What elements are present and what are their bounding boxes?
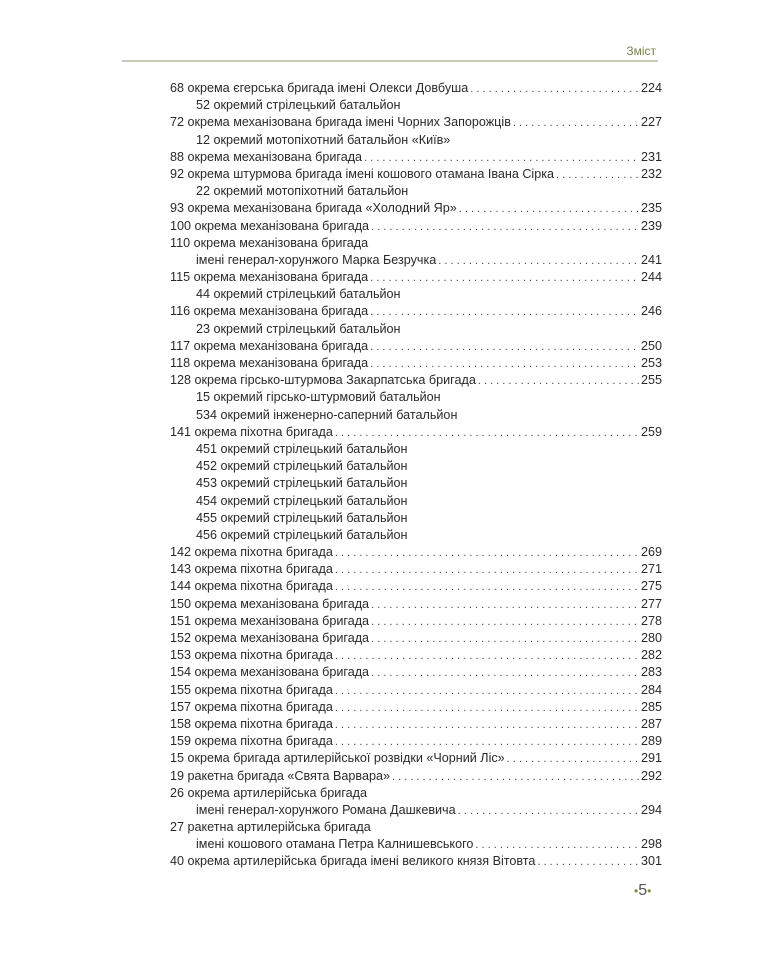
toc-entry-label: 452 окремий стрілецький батальйон xyxy=(196,459,408,474)
dot-leader xyxy=(475,837,639,854)
toc-entry[interactable] xyxy=(170,269,662,286)
toc-entry[interactable] xyxy=(170,544,662,561)
dot-leader xyxy=(335,700,639,717)
toc-entry-page: 287 xyxy=(640,716,662,731)
dot-leader xyxy=(335,579,639,596)
toc-entry-label: 151 окрема механізована бригада xyxy=(170,613,370,628)
dot-leader xyxy=(371,597,639,614)
dot-leader xyxy=(507,751,639,768)
toc-entry-label: 118 окрема механізована бригада xyxy=(170,356,369,370)
toc-entry-page: 284 xyxy=(640,682,662,697)
dot-leader xyxy=(364,150,639,167)
toc-entry-page: 283 xyxy=(640,665,662,680)
dot-leader xyxy=(371,665,639,682)
toc-entry[interactable] xyxy=(170,493,662,510)
toc-entry-page: 294 xyxy=(640,802,662,817)
toc-entry-label: 154 окрема механізована бригада xyxy=(170,665,370,680)
toc-entry[interactable] xyxy=(170,97,662,114)
dot-leader xyxy=(335,648,639,665)
toc-entry-page: 280 xyxy=(640,631,662,645)
toc-entry[interactable] xyxy=(170,578,662,595)
toc-entry[interactable] xyxy=(170,252,662,269)
toc-entry[interactable] xyxy=(170,183,662,200)
toc-entry-label: 455 окремий стрілецький батальйон xyxy=(196,510,408,525)
toc-entry-label: 92 окрема штурмова бригада імені кошового отамана Івана Сірка xyxy=(170,166,555,181)
toc-entry-label: 141 окрема піхотна бригада xyxy=(170,424,333,439)
toc-entry-label: імені генерал-хорунжого Марка Безручка xyxy=(196,252,437,267)
toc-entry-label: 159 окрема піхотна бригада xyxy=(170,734,333,749)
toc-entry-page: 253 xyxy=(640,356,662,370)
toc-entry-label: 26 окрема артилерійська бригада xyxy=(170,785,367,800)
toc-entry-label: 52 окремий стрілецький батальйон xyxy=(196,98,401,113)
dot-leader xyxy=(370,304,639,321)
toc-entry[interactable] xyxy=(170,716,662,733)
toc-entry[interactable] xyxy=(170,286,662,303)
toc-entry-label: 142 окрема піхотна бригада xyxy=(170,545,333,560)
dot-leader xyxy=(335,683,639,700)
toc-entry-label: 72 окрема механізована бригада імені Чорних Запорожців xyxy=(170,115,511,130)
toc-entry[interactable] xyxy=(170,699,662,716)
toc-entry-page: 244 xyxy=(640,270,662,285)
toc-entry-label: імені кошового отамана Петра Калнишевського xyxy=(196,837,474,852)
dot-leader xyxy=(513,115,639,132)
toc-entry[interactable] xyxy=(170,785,662,802)
toc-entry[interactable] xyxy=(170,200,662,217)
toc-entry[interactable] xyxy=(170,166,662,183)
toc-entry-label: 453 окремий стрілецький батальйон xyxy=(196,476,408,491)
toc-entry-label: 44 окремий стрілецький батальйон xyxy=(196,287,401,302)
toc-entry[interactable] xyxy=(170,407,662,424)
dot-leader xyxy=(371,219,639,236)
toc-entry-label: 117 окрема механізована бригада xyxy=(170,338,369,353)
toc-entry-label: 110 окрема механізована бригада xyxy=(170,235,369,250)
toc-entry[interactable] xyxy=(170,114,662,131)
toc-entry-page: 239 xyxy=(640,218,662,233)
dot-leader xyxy=(537,854,639,871)
toc-entry-page: 235 xyxy=(640,201,662,216)
toc-entry[interactable] xyxy=(170,338,662,355)
dot-leader xyxy=(370,339,639,356)
toc-entry[interactable] xyxy=(170,836,662,853)
toc-entry[interactable] xyxy=(170,235,662,252)
dot-leader xyxy=(335,425,639,442)
toc-entry-page: 227 xyxy=(640,115,662,130)
toc-entry[interactable] xyxy=(170,321,662,338)
toc-entry-page: 289 xyxy=(640,734,662,749)
toc-entry-page: 301 xyxy=(640,854,662,869)
toc-entry-label: 153 окрема піхотна бригада xyxy=(170,648,333,663)
toc-entry[interactable] xyxy=(170,853,662,870)
toc-entry[interactable] xyxy=(170,596,662,613)
toc-entry-page: 278 xyxy=(640,613,662,628)
dot-leader xyxy=(478,373,639,390)
toc-entry-page: 298 xyxy=(640,837,662,852)
dot-leader xyxy=(335,717,639,734)
toc-entry-label: 150 окрема механізована бригада xyxy=(170,596,370,611)
toc-entry-label: імені генерал-хорунжого Романа Дашкевича xyxy=(196,802,456,817)
dot-leader xyxy=(370,270,639,287)
toc-entry-label: 152 окрема механізована бригада xyxy=(170,631,370,645)
toc-entry-page: 275 xyxy=(640,579,662,594)
toc-entry[interactable] xyxy=(170,355,662,372)
toc-entry[interactable] xyxy=(170,303,662,320)
dot-leader xyxy=(371,631,639,648)
toc-entry-page: 271 xyxy=(640,562,662,577)
table-of-contents xyxy=(170,80,662,871)
toc-entry-label: 143 окрема піхотна бригада xyxy=(170,562,333,577)
toc-entry-label: 158 окрема піхотна бригада xyxy=(170,716,333,731)
toc-entry[interactable] xyxy=(170,475,662,492)
toc-entry-label: 68 окрема єгерська бригада імені Олекси Довбуша xyxy=(170,81,469,95)
dot-leader xyxy=(335,545,639,562)
toc-entry-page: 250 xyxy=(640,338,662,353)
running-header-title: Зміст xyxy=(626,44,656,58)
toc-entry-label: 100 окрема механізована бригада xyxy=(170,218,370,233)
toc-entry[interactable] xyxy=(170,458,662,475)
toc-entry[interactable] xyxy=(170,819,662,836)
dot-leader xyxy=(371,614,639,631)
toc-entry-label: 88 окрема механізована бригада xyxy=(170,149,363,164)
toc-entry-label: 93 окрема механізована бригада «Холодний Яр» xyxy=(170,201,457,216)
toc-entry-label: 116 окрема механізована бригада xyxy=(170,304,369,319)
page-number-value: 5 xyxy=(638,882,648,899)
toc-entry-label: 19 ракетна бригада «Свята Варвара» xyxy=(170,768,390,783)
toc-entry-label: 40 окрема артилерійська бригада імені великого князя Вітовта xyxy=(170,854,536,869)
toc-entry-page: 241 xyxy=(640,252,662,267)
toc-entry[interactable] xyxy=(170,218,662,235)
toc-entry[interactable] xyxy=(170,682,662,699)
toc-entry-label: 157 окрема піхотна бригада xyxy=(170,699,333,714)
dot-leader xyxy=(335,562,639,579)
toc-entry[interactable] xyxy=(170,561,662,578)
toc-entry[interactable] xyxy=(170,750,662,767)
toc-entry-page: 259 xyxy=(640,424,662,439)
toc-entry[interactable] xyxy=(170,132,662,149)
toc-entry-page: 232 xyxy=(640,166,662,181)
toc-entry[interactable] xyxy=(170,630,662,647)
bullet-icon: • xyxy=(647,883,652,898)
toc-entry[interactable] xyxy=(170,733,662,750)
toc-entry[interactable] xyxy=(170,441,662,458)
page-number xyxy=(634,882,651,900)
toc-entry-label: 115 окрема механізована бригада xyxy=(170,270,369,285)
dot-leader xyxy=(556,167,639,184)
toc-entry-page: 292 xyxy=(640,768,662,783)
toc-entry[interactable] xyxy=(170,768,662,785)
toc-entry-label: 144 окрема піхотна бригада xyxy=(170,579,333,594)
toc-entry-page: 246 xyxy=(640,304,662,319)
toc-entry-page: 231 xyxy=(640,149,662,164)
toc-entry-page: 282 xyxy=(640,648,662,663)
toc-entry[interactable] xyxy=(170,510,662,527)
toc-entry[interactable] xyxy=(170,389,662,406)
toc-entry-page: 269 xyxy=(640,545,662,560)
toc-entry[interactable] xyxy=(170,613,662,630)
toc-entry-label: 451 окремий стрілецький батальйон xyxy=(196,441,408,456)
toc-entry-label: 128 окрема гірсько-штурмова Закарпатська бригада xyxy=(170,373,476,388)
toc-entry-label: 27 ракетна артилерійська бригада xyxy=(170,820,371,835)
toc-entry-page: 277 xyxy=(640,596,662,611)
dot-leader xyxy=(459,201,639,218)
toc-entry-label: 15 окремий гірсько-штурмовий батальйон xyxy=(196,390,441,405)
dot-leader xyxy=(335,734,639,751)
header-rule xyxy=(122,60,658,62)
toc-entry-page: 224 xyxy=(640,81,662,95)
toc-entry-label: 23 окремий стрілецький батальйон xyxy=(196,321,401,336)
toc-entry[interactable] xyxy=(170,647,662,664)
dot-leader xyxy=(458,803,639,820)
toc-entry-label: 456 окремий стрілецький батальйон xyxy=(196,527,408,542)
toc-entry-page: 255 xyxy=(640,373,662,388)
toc-entry-page: 285 xyxy=(640,699,662,714)
toc-entry-label: 155 окрема піхотна бригада xyxy=(170,682,333,697)
toc-entry-label: 22 окремий мотопіхотний батальйон xyxy=(196,184,409,199)
dot-leader xyxy=(370,356,639,373)
toc-entry-label: 12 окремий мотопіхотний батальйон «Київ» xyxy=(196,132,451,147)
toc-entry[interactable] xyxy=(170,80,662,97)
toc-entry[interactable] xyxy=(170,664,662,681)
toc-entry[interactable] xyxy=(170,527,662,544)
toc-entry[interactable] xyxy=(170,372,662,389)
toc-entry-page: 291 xyxy=(640,751,662,766)
toc-entry[interactable] xyxy=(170,802,662,819)
dot-leader xyxy=(438,253,639,270)
toc-entry-label: 15 окрема бригада артилерійської розвідки «Чорний Ліс» xyxy=(170,751,505,766)
toc-entry[interactable] xyxy=(170,424,662,441)
toc-entry-label: 534 окремий інженерно-саперний батальйон xyxy=(196,407,458,422)
toc-entry-label: 454 окремий стрілецький батальйон xyxy=(196,493,408,508)
bullet-icon: • xyxy=(634,883,639,898)
dot-leader xyxy=(392,769,639,786)
toc-entry[interactable] xyxy=(170,149,662,166)
dot-leader xyxy=(470,81,639,98)
